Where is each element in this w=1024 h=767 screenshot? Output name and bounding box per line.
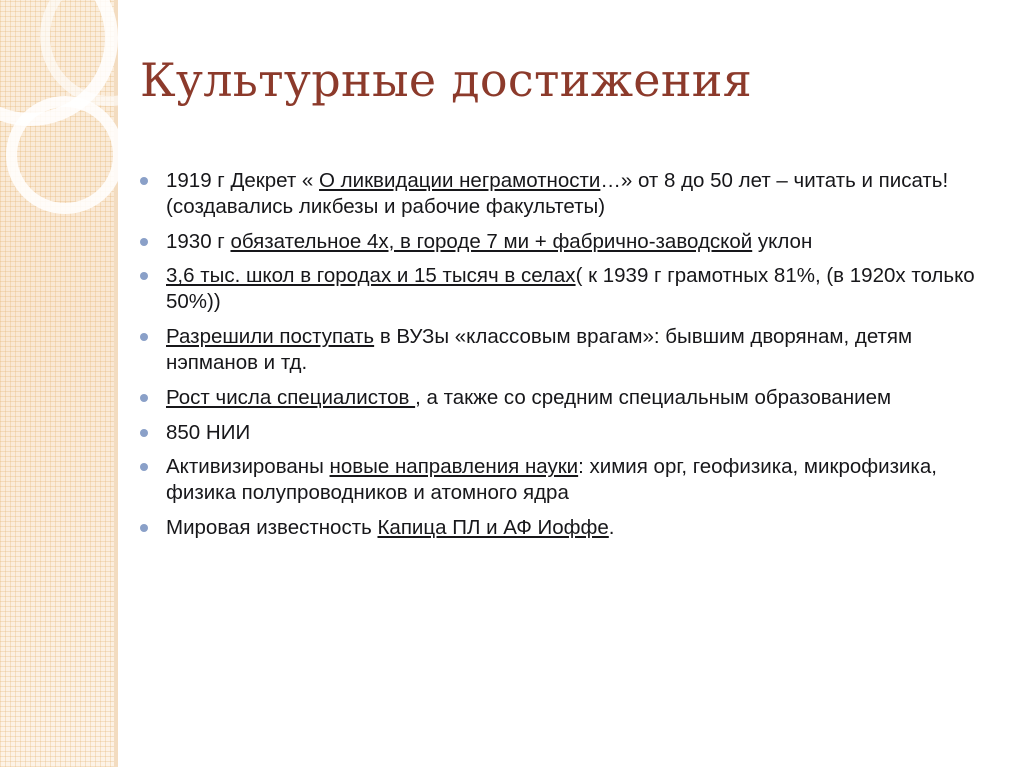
underlined-text: Разрешили поступать [166, 325, 375, 349]
bullet-dot-icon [140, 177, 148, 185]
list-item-text [166, 325, 912, 374]
plain-text: Активизированы [166, 455, 330, 479]
plain-text: : химия орг, геофизика, микрофизика, физика полупроводников и атомного ядра [166, 455, 937, 505]
plain-text: Мировая известность [166, 516, 378, 540]
plain-text: …» от 8 до 50 лет – читать и писать! (создавались ликбезы и рабочие факультеты) [166, 169, 949, 218]
bullet-dot-icon [140, 272, 148, 280]
plain-text: 1919 г Декрет « [166, 169, 320, 192]
plain-text: 1930 г [166, 229, 231, 253]
list-item-text [166, 386, 891, 409]
bullet-dot-icon [140, 394, 148, 402]
list-item [126, 515, 986, 541]
list-item [126, 324, 986, 376]
underlined-text: обязательное 4х, в городе 7 ми + фабрично-заводской [230, 229, 753, 253]
bullet-dot-icon [140, 238, 148, 246]
list-item-text [166, 230, 812, 253]
underlined-text: 3,6 тыс. школ в городах и 15 тысяч в селах [166, 264, 576, 288]
plain-text: ( к 1939 г грамотных 81%, (в 1920х только 50%)) [166, 264, 975, 314]
list-item-text [166, 421, 250, 444]
decorative-ring-icon [6, 96, 124, 214]
left-band-edge [114, 0, 118, 767]
list-item-text [166, 516, 615, 539]
plain-text: , а также со средним специальным образованием [415, 385, 892, 409]
list-item-text [166, 169, 948, 218]
underlined-text: Капица ПЛ и АФ Иоффе [377, 516, 609, 540]
slide-title: Культурные достижения [140, 53, 753, 107]
list-item [126, 263, 986, 315]
bullet-dot-icon [140, 463, 148, 471]
bullet-dot-icon [140, 429, 148, 437]
bullet-dot-icon [140, 333, 148, 341]
underlined-text: Рост числа специалистов [166, 385, 416, 409]
plain-text: уклон [752, 229, 813, 253]
slide-body [126, 168, 986, 550]
list-item [126, 454, 986, 506]
plain-text: в ВУЗы «классовым врагам»: бывшим дворянам, детям нэпманов и тд. [166, 325, 913, 374]
list-item-text [166, 455, 937, 504]
bullet-list [126, 168, 986, 541]
plain-text: 850 НИИ [166, 420, 251, 444]
list-item-text [166, 264, 975, 313]
underlined-text: новые направления науки [329, 455, 579, 479]
plain-text: . [608, 516, 615, 540]
list-item [126, 385, 986, 411]
list-item [126, 168, 986, 220]
list-item [126, 229, 986, 255]
bullet-dot-icon [140, 524, 148, 532]
list-item [126, 420, 986, 446]
underlined-text: О ликвидации неграмотности [319, 169, 601, 192]
